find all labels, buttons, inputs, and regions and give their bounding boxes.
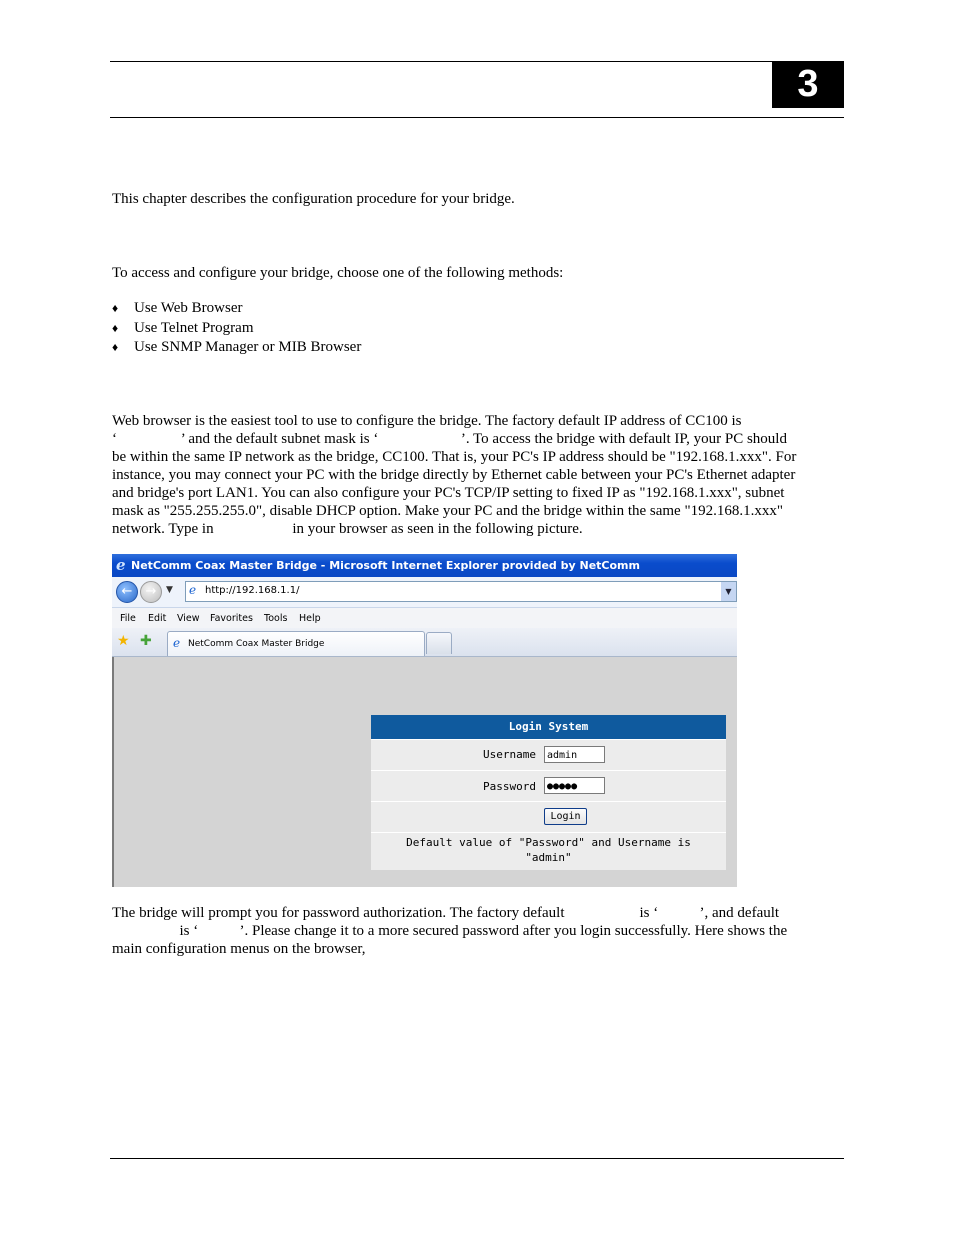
note-row: [371, 832, 726, 834]
menu-edit[interactable]: Edit: [148, 613, 167, 624]
menu-tools[interactable]: Tools: [264, 613, 288, 624]
browser-screenshot: [112, 554, 737, 887]
list-item: ♦ Use SNMP Manager or MIB Browser: [112, 338, 361, 358]
header-rule: [110, 117, 844, 118]
password-label: Password: [483, 780, 536, 793]
web-browser-paragraph: Web browser is the easiest tool to use to configure the bridge. The factory default IP address of CC100 is ‘ ’ and the default subnet mask is ‘ ’. To access the bridge with default IP, your PC should be within the same IP network as the bridge, CC100. That is, your PC's IP address should be "192.168.1.xxx". For instance, you may connect your PC with the bridge directly by Ethernet cable between your PC's Ethernet adapter and bridge's port LAN1. You can also configure your PC's TCP/IP setting to fixed IP as "192.168.1.xxx", subnet mask as "255.255.255.0", disable DHCP option. Make your PC and the bridge within the same "192.168.1.xxx" network. Type in in your browser as seen in the following picture.: [112, 413, 797, 537]
password-input[interactable]: ●●●●●: [544, 777, 605, 794]
chapter-intro: This chapter describes the configuration procedure for your bridge.: [112, 191, 515, 207]
login-panel: [371, 715, 726, 870]
username-label: Username: [483, 748, 536, 761]
ie-logo-icon: e: [173, 636, 181, 650]
forward-arrow-icon[interactable]: →: [140, 581, 162, 603]
list-item: ♦ Use Web Browser: [112, 299, 361, 319]
chevron-down-icon[interactable]: ▼: [721, 582, 736, 601]
add-favorite-icon[interactable]: ✚: [140, 633, 152, 649]
new-tab-button[interactable]: [426, 632, 452, 654]
username-input[interactable]: admin: [544, 746, 605, 763]
footer-rule: [110, 1158, 844, 1159]
login-header: Login System: [371, 715, 726, 739]
menu-bar: [112, 608, 737, 628]
address-url: http://192.168.1.1/: [205, 585, 300, 596]
navigation-bar: [112, 577, 737, 608]
menu-help[interactable]: Help: [299, 613, 321, 624]
window-titlebar: [112, 554, 737, 577]
chapter-number-badge: 3: [772, 61, 844, 108]
menu-view[interactable]: View: [177, 613, 200, 624]
access-intro: To access and configure your bridge, choose one of the following methods:: [112, 265, 564, 281]
tab-netcomm[interactable]: [167, 631, 425, 656]
page-icon: e: [189, 583, 197, 597]
bullet-diamond-icon: ♦: [112, 301, 119, 315]
bullet-diamond-icon: ♦: [112, 320, 119, 335]
menu-file[interactable]: File: [120, 613, 136, 624]
login-button[interactable]: Login: [544, 808, 587, 825]
button-row: [371, 801, 726, 832]
password-row: [371, 770, 726, 801]
password-paragraph: The bridge will prompt you for password authorization. The factory default is ‘ ’, and default is ‘ ’. Please change it to a more secured password after you login successfully. Here shows the main configuration menus on the browser,: [112, 905, 788, 957]
default-credentials-note: Default value of "Password" and Username is "admin": [406, 836, 691, 864]
list-item: ♦ Use Telnet Program: [112, 319, 361, 339]
back-arrow-icon[interactable]: ←: [116, 581, 138, 603]
window-title: NetComm Coax Master Bridge - Microsoft Internet Explorer provided by NetComm: [131, 559, 640, 572]
history-dropdown-icon[interactable]: ▼: [166, 585, 173, 595]
favorites-star-icon[interactable]: ★: [117, 633, 130, 649]
username-row: [371, 739, 726, 770]
menu-favorites[interactable]: Favorites: [210, 613, 253, 624]
address-bar[interactable]: [185, 581, 737, 602]
top-rule: [110, 61, 844, 62]
tab-title: NetComm Coax Master Bridge: [188, 639, 325, 649]
ie-logo-icon: e: [116, 556, 126, 574]
methods-list: [112, 299, 361, 358]
tab-bar: [112, 628, 737, 657]
page-content: [112, 657, 737, 887]
bullet-diamond-icon: ♦: [112, 340, 119, 354]
